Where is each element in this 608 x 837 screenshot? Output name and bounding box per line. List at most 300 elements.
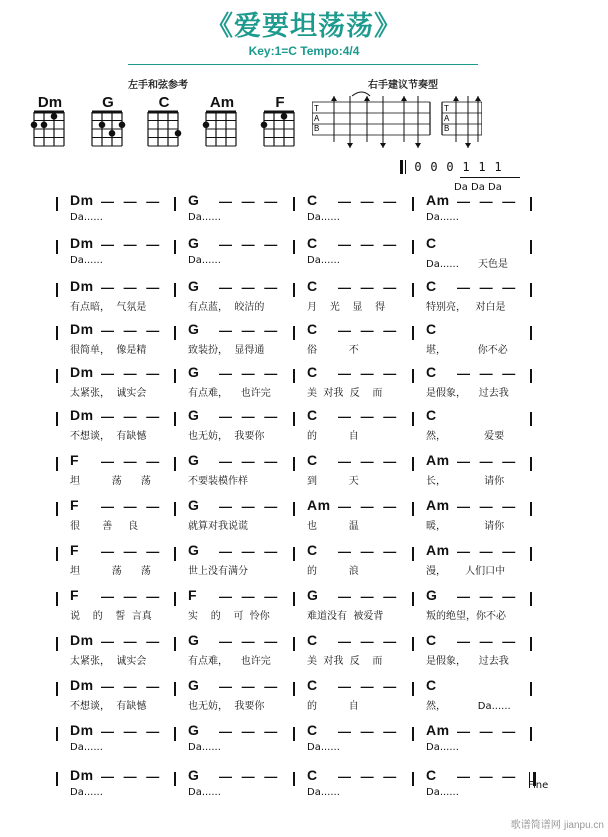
measure — [413, 495, 531, 535]
measure-chord: Dm — [70, 278, 94, 294]
measure — [57, 319, 175, 359]
measure-lyric: Da...... — [426, 742, 459, 753]
sustain-dashes: — — — — [457, 634, 519, 649]
sustain-dashes: — — — — [457, 589, 519, 604]
sustain-dashes: — — — — [219, 366, 281, 381]
measure — [175, 630, 293, 670]
left-hand-label: 左手和弦参考 — [128, 80, 188, 91]
measure-lyric: 世上没有满分 — [188, 566, 248, 577]
sustain-dashes: — — — — [101, 499, 163, 514]
measure-chord: C — [426, 407, 437, 423]
measure-lyric: 有点难， 也许完 — [188, 388, 271, 399]
fretboard-grid — [200, 110, 244, 150]
count-start-bar-thin — [405, 160, 406, 174]
measure — [294, 319, 412, 359]
measure-chord: C — [426, 321, 437, 337]
strum-pattern — [312, 90, 482, 154]
measure — [294, 765, 412, 805]
bar-line — [530, 283, 532, 297]
count-digit: 1 — [494, 160, 502, 174]
measure — [175, 675, 293, 715]
measure-chord: C — [307, 278, 318, 294]
measure-chord: Dm — [70, 407, 94, 423]
measure — [294, 405, 412, 445]
measure-chord: Dm — [70, 192, 94, 208]
bar-line — [530, 547, 532, 561]
measure — [57, 276, 175, 316]
measure — [57, 585, 175, 625]
sustain-dashes: — — — — [338, 499, 400, 514]
measure — [57, 675, 175, 715]
measure-lyric: 长， 请你 — [426, 476, 505, 487]
measure-lyric: Da...... — [188, 787, 221, 798]
sustain-dashes: — — — — [219, 724, 281, 739]
tab-letter: T — [314, 104, 319, 113]
measure-lyric: Da...... — [426, 212, 459, 223]
measure — [175, 190, 293, 230]
measure-lyric: 也无妨， 我要你 — [188, 701, 265, 712]
sustain-dashes: — — — — [101, 237, 163, 252]
chart-row — [57, 190, 532, 230]
measure-lyric: 致装扮， 显得通 — [188, 345, 265, 356]
measure-chord: Am — [307, 497, 331, 513]
count-digit: 0 — [430, 160, 438, 174]
measure-lyric: 也 温 — [307, 521, 359, 532]
measure-lyric: 实 的 可 怜你 — [188, 611, 270, 622]
measure-chord: G — [426, 587, 438, 603]
measure-lyric: Da...... — [188, 255, 221, 266]
measure — [413, 540, 531, 580]
measure — [175, 276, 293, 316]
measure — [413, 675, 531, 715]
measure-lyric: 就算对我说谎 — [188, 521, 248, 532]
measure-lyric: 是假象， 过去我 — [426, 388, 509, 399]
measure — [175, 585, 293, 625]
measure — [413, 276, 531, 316]
bar-line — [530, 197, 532, 211]
sustain-dashes: — — — — [219, 280, 281, 295]
sustain-dashes: — — — — [338, 634, 400, 649]
right-hand-label: 右手建议节奏型 — [368, 80, 438, 91]
measure-chord: C — [307, 767, 318, 783]
measure-chord: C — [426, 632, 437, 648]
finger-dot — [203, 122, 210, 129]
chart-row — [57, 362, 532, 402]
chart-row — [57, 675, 532, 715]
measure-chord: Dm — [70, 235, 94, 251]
chart-row — [57, 450, 532, 490]
measure-chord: Dm — [70, 632, 94, 648]
measure-lyric: 坦 荡 荡 — [70, 566, 151, 577]
strum-up-arrow — [453, 96, 459, 101]
sustain-dashes: — — — — [457, 280, 519, 295]
measure — [175, 720, 293, 760]
measure — [57, 720, 175, 760]
measure-chord: G — [188, 192, 200, 208]
sustain-dashes: — — — — [338, 237, 400, 252]
measure-chord: Dm — [70, 321, 94, 337]
measure — [175, 362, 293, 402]
sustain-dashes: — — — — [338, 589, 400, 604]
strum-up-arrow — [364, 96, 370, 101]
strum-down-arrow — [465, 143, 471, 148]
finger-dot — [31, 122, 38, 129]
measure-lyric: 太紧张， 诚实会 — [70, 388, 147, 399]
sustain-dashes: — — — — [219, 499, 281, 514]
measure — [413, 720, 531, 760]
chart-row — [57, 765, 532, 805]
measure — [57, 190, 175, 230]
measure — [413, 233, 531, 273]
chart-row — [57, 720, 532, 760]
measure-lyric: 月 光 显 得 — [307, 302, 386, 313]
sustain-dashes: — — — — [338, 323, 400, 338]
chart-row — [57, 233, 532, 273]
sustain-dashes: — — — — [101, 724, 163, 739]
strum-down-arrow — [380, 143, 386, 148]
sustain-dashes: — — — — [219, 679, 281, 694]
measure — [294, 675, 412, 715]
measure-lyric: 是假象， 过去我 — [426, 656, 509, 667]
measure-lyric: 漫， 人们口中 — [426, 566, 506, 577]
sustain-dashes: — — — — [457, 454, 519, 469]
measure — [57, 630, 175, 670]
strum-up-arrow — [475, 96, 481, 101]
strum-up-arrow — [331, 96, 337, 101]
count-digit: 1 — [462, 160, 470, 174]
tab-letter: B — [444, 124, 450, 133]
chord-diagram-name: C — [158, 94, 170, 111]
finger-dot — [99, 122, 106, 129]
measure — [57, 405, 175, 445]
measure-chord: G — [188, 321, 200, 337]
sustain-dashes: — — — — [457, 724, 519, 739]
strum-down-arrow — [415, 143, 421, 148]
measure-chord: Dm — [70, 364, 94, 380]
measure — [175, 540, 293, 580]
bar-line — [530, 457, 532, 471]
measure-lyric: 不想谈， 有缺憾 — [70, 431, 147, 442]
measure — [175, 233, 293, 273]
chord-diagram-c — [142, 94, 186, 152]
measure-chord: C — [307, 235, 318, 251]
bar-line — [530, 592, 532, 606]
chart-row — [57, 495, 532, 535]
measure-lyric: 堪， 你不必 — [426, 345, 508, 356]
sustain-dashes: — — — — [338, 769, 400, 784]
measure-lyric: 有点暗， 气氛是 — [70, 302, 147, 313]
sustain-dashes: — — — — [457, 366, 519, 381]
measure-chord: C — [307, 407, 318, 423]
sustain-dashes: — — — — [338, 409, 400, 424]
measure-lyric: 叛的绝望，你不必 — [426, 611, 506, 622]
measure-chord: G — [307, 587, 319, 603]
sustain-dashes: — — — — [338, 544, 400, 559]
measure-chord: G — [188, 767, 200, 783]
sustain-dashes: — — — — [338, 194, 400, 209]
measure — [294, 540, 412, 580]
measure-chord: Dm — [70, 722, 94, 738]
measure-chord: C — [307, 192, 318, 208]
chord-diagram-g — [86, 94, 130, 152]
measure-lyric: 暖， 请你 — [426, 521, 505, 532]
measure — [175, 405, 293, 445]
measure-lyric: Da...... — [70, 212, 103, 223]
measure-chord: G — [188, 677, 200, 693]
measure-chord: Dm — [70, 677, 94, 693]
sustain-dashes: — — — — [338, 724, 400, 739]
measure-lyric: Da...... — [70, 255, 103, 266]
measure-lyric: Da...... — [70, 787, 103, 798]
sustain-dashes: — — — — [101, 769, 163, 784]
count-digit: 0 — [414, 160, 422, 174]
measure-lyric: 美 对我 反 而 — [307, 656, 383, 667]
watermark-cn: 歌谱简谱网 — [510, 820, 561, 831]
measure-chord: C — [307, 321, 318, 337]
measure — [413, 450, 531, 490]
sustain-dashes: — — — — [219, 409, 281, 424]
bar-line — [530, 637, 532, 651]
sustain-dashes: — — — — [219, 194, 281, 209]
sustain-dashes: — — — — [101, 544, 163, 559]
measure-chord: C — [426, 278, 437, 294]
finger-dot — [281, 113, 288, 120]
measure-lyric: Da...... — [307, 212, 340, 223]
measure-lyric: 的 自 — [307, 431, 359, 442]
finger-dot — [51, 113, 58, 120]
measure-lyric: 然， 爱要 — [426, 431, 505, 442]
bar-line — [530, 502, 532, 516]
measure — [413, 765, 531, 805]
bar-line — [530, 412, 532, 426]
measure — [57, 495, 175, 535]
measure — [294, 362, 412, 402]
sustain-dashes: — — — — [338, 679, 400, 694]
fretboard-grid — [142, 110, 186, 150]
bar-line — [530, 682, 532, 696]
measure — [294, 630, 412, 670]
tab-letter: A — [444, 114, 450, 123]
measure-chord: F — [188, 587, 198, 603]
measure — [57, 450, 175, 490]
measure — [294, 276, 412, 316]
sustain-dashes: — — — — [101, 634, 163, 649]
chord-diagram-f — [258, 94, 302, 152]
sustain-dashes: — — — — [101, 366, 163, 381]
chart-row — [57, 585, 532, 625]
title-divider — [128, 64, 478, 65]
sustain-dashes: — — — — [219, 634, 281, 649]
chart-row — [57, 276, 532, 316]
tab-letter: T — [444, 104, 449, 113]
chord-diagram-name: Am — [209, 94, 235, 111]
chart-row — [57, 630, 532, 670]
sustain-dashes: — — — — [219, 323, 281, 338]
measure-lyric: 说 的 誓 言真 — [70, 611, 152, 622]
chord-diagram-dm — [28, 94, 72, 152]
chord-diagram-name: F — [275, 94, 285, 111]
measure-chord: G — [188, 497, 200, 513]
measure-chord: C — [426, 235, 437, 251]
fretboard-grid — [86, 110, 130, 150]
finger-dot — [41, 122, 48, 129]
sustain-dashes: — — — — [457, 769, 519, 784]
fretboard-grid — [28, 110, 72, 150]
measure — [294, 585, 412, 625]
sustain-dashes: — — — — [101, 323, 163, 338]
measure-lyric: 很简单， 像是精 — [70, 345, 147, 356]
measure-lyric: 不想谈， 有缺憾 — [70, 701, 147, 712]
strum-down-arrow — [347, 143, 353, 148]
measure-chord: C — [307, 364, 318, 380]
measure-chord: F — [70, 452, 80, 468]
measure-lyric: Da...... — [426, 787, 459, 798]
tab-letter: A — [314, 114, 320, 123]
chart-row — [57, 319, 532, 359]
count-underline — [460, 177, 520, 178]
measure-chord: F — [70, 542, 80, 558]
measure-lyric: Da...... — [70, 742, 103, 753]
measure — [57, 362, 175, 402]
tab-letter: B — [314, 124, 320, 133]
measure-chord: C — [426, 364, 437, 380]
measure-chord: G — [188, 407, 200, 423]
measure — [175, 765, 293, 805]
song-title: 《爱要坦荡荡》 — [206, 11, 402, 42]
sustain-dashes: — — — — [101, 194, 163, 209]
measure — [413, 630, 531, 670]
sustain-dashes: — — — — [101, 280, 163, 295]
sustain-dashes: — — — — [101, 679, 163, 694]
sustain-dashes: — — — — [219, 544, 281, 559]
measure — [413, 319, 531, 359]
measure-lyric: Da...... — [307, 787, 340, 798]
watermark-en: jianpu.cn — [563, 820, 604, 831]
measure — [57, 233, 175, 273]
sustain-dashes: — — — — [338, 454, 400, 469]
finger-dot — [261, 122, 268, 129]
measure-lyric: 也无妨， 我要你 — [188, 431, 265, 442]
measure — [294, 495, 412, 535]
count-syllables: Da Da Da — [454, 182, 502, 193]
measure — [175, 319, 293, 359]
measure-lyric: Da...... — [188, 742, 221, 753]
measure-lyric: 有点蓝， 皎洁的 — [188, 302, 265, 313]
measure-lyric: 的 浪 — [307, 566, 359, 577]
count-digit: 1 — [478, 160, 486, 174]
measure — [294, 450, 412, 490]
measure — [57, 540, 175, 580]
measure-lyric: 坦 荡 荡 — [70, 476, 151, 487]
measure — [175, 495, 293, 535]
measure-lyric: 难道没有 被爱背 — [307, 611, 384, 622]
measure-chord: F — [70, 497, 80, 513]
count-start-bar — [400, 160, 403, 174]
measure-chord: C — [307, 632, 318, 648]
finger-dot — [175, 130, 182, 137]
bar-line — [530, 727, 532, 741]
measure — [294, 233, 412, 273]
strum-up-arrow — [401, 96, 407, 101]
chord-diagram-panel — [28, 94, 303, 154]
measure-chord: Am — [426, 722, 450, 738]
measure-chord: G — [188, 278, 200, 294]
measure-lyric: 特别亮， 对白是 — [426, 302, 506, 313]
sustain-dashes: — — — — [219, 589, 281, 604]
sustain-dashes: — — — — [338, 280, 400, 295]
bar-line — [530, 240, 532, 254]
sustain-dashes: — — — — [219, 237, 281, 252]
measure-chord: G — [188, 542, 200, 558]
finger-dot — [119, 122, 126, 129]
fretboard-grid — [258, 110, 302, 150]
measure-chord: C — [426, 767, 437, 783]
bar-line — [530, 369, 532, 383]
sustain-dashes: — — — — [101, 454, 163, 469]
sustain-dashes: — — — — [457, 194, 519, 209]
measure — [57, 765, 175, 805]
measure-chord: Am — [426, 542, 450, 558]
sustain-dashes: — — — — [219, 769, 281, 784]
measure-lyric: 有点难， 也许完 — [188, 656, 271, 667]
sustain-dashes: — — — — [457, 544, 519, 559]
measure-chord: G — [188, 452, 200, 468]
sustain-dashes: — — — — [101, 409, 163, 424]
measure-chord: C — [307, 452, 318, 468]
sustain-dashes: — — — — [457, 499, 519, 514]
measure-lyric: Da...... — [307, 255, 340, 266]
measure-chord: F — [70, 587, 80, 603]
measure-lyric: Da...... 天色是 — [426, 259, 508, 270]
measure-lyric: 俗 不 — [307, 345, 359, 356]
measure-lyric: 太紧张， 诚实会 — [70, 656, 147, 667]
measure-chord: Am — [426, 452, 450, 468]
key-tempo: Key:1=C Tempo:4/4 — [248, 44, 360, 58]
measure-chord: G — [188, 364, 200, 380]
measure-lyric: 很 善 良 — [70, 521, 139, 532]
measure — [413, 405, 531, 445]
measure-lyric: 的 自 — [307, 701, 359, 712]
measure-chord: C — [307, 722, 318, 738]
measure-chord: G — [188, 235, 200, 251]
measure — [294, 720, 412, 760]
chord-diagram-am — [200, 94, 244, 152]
measure-chord: Am — [426, 192, 450, 208]
finger-dot — [109, 130, 116, 137]
measure — [413, 585, 531, 625]
watermark — [511, 816, 604, 831]
measure-chord: C — [307, 542, 318, 558]
measure-lyric: 美 对我 反 而 — [307, 388, 383, 399]
measure-chord: Dm — [70, 767, 94, 783]
measure-chord: C — [426, 677, 437, 693]
measure — [413, 362, 531, 402]
measure-chord: C — [307, 677, 318, 693]
sustain-dashes: — — — — [101, 589, 163, 604]
measure — [294, 190, 412, 230]
measure-chord: G — [188, 722, 200, 738]
chart-row — [57, 540, 532, 580]
measure-lyric: 到 天 — [307, 476, 359, 487]
bar-line — [530, 326, 532, 340]
measure-lyric: Da...... — [188, 212, 221, 223]
measure-lyric: Da...... — [307, 742, 340, 753]
chord-diagram-name: G — [102, 94, 114, 111]
measure — [413, 190, 531, 230]
measure-lyric: 不要装模作样 — [188, 476, 248, 487]
sustain-dashes: — — — — [338, 366, 400, 381]
sustain-dashes: — — — — [219, 454, 281, 469]
